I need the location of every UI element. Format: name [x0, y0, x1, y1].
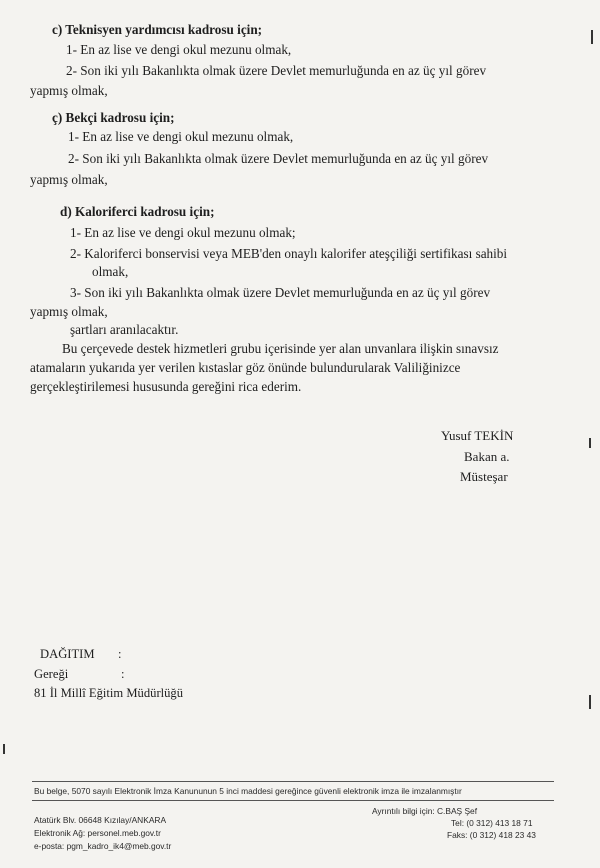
- scan-mark: [589, 438, 591, 448]
- footer-top-rule: [32, 781, 554, 782]
- distribution-gere-colon: :: [121, 667, 125, 681]
- section-d-item-3-cont: yapmış olmak,: [30, 304, 108, 319]
- section-c-item-1: 1- En az lise ve dengi okul mezunu olmak,: [66, 42, 292, 57]
- footer-address: Atatürk Blv. 06648 Kızılay/ANKARA: [34, 815, 167, 825]
- section-cc-item-2-cont: yapmış olmak,: [30, 172, 108, 187]
- section-cc-item-2: 2- Son iki yılı Bakanlıkta olmak üzere Devlet memurluğunda en az üç yıl görev: [68, 151, 489, 166]
- section-c-heading: c) Teknisyen yardımcısı kadrosu için;: [52, 22, 263, 37]
- scan-mark: [589, 695, 591, 709]
- signer-name: Yusuf TEKİN: [441, 428, 514, 443]
- closing-line-2: atamaların yukarıda yer verilen kıstaslar göz önünde bulundurularak Valiliğinizce: [30, 360, 461, 375]
- section-d-item-2: 2- Kaloriferci bonservisi veya MEB'den onaylı kalorifer ateşçiliği sertifikası sahibi: [70, 246, 508, 261]
- footer-fax: Faks: (0 312) 418 23 43: [447, 830, 536, 840]
- scan-mark: [591, 30, 593, 44]
- distribution-recipient: 81 İl Millî Eğitim Müdürlüğü: [34, 686, 184, 700]
- footer-contact: Ayrıntılı bilgi için: C.BAŞ Şef: [372, 806, 478, 816]
- signer-title: Müsteşar: [460, 469, 508, 484]
- section-d-item-2-cont: olmak,: [92, 264, 129, 279]
- section-cc-item-1: 1- En az lise ve dengi okul mezunu olmak,: [68, 129, 294, 144]
- closing-line-1: Bu çerçevede destek hizmetleri grubu içerisinde yer alan unvanlara ilişkin sınavsız: [62, 341, 499, 356]
- section-c-item-2-text: 2- Son iki yılı Bakanlıkta olmak üzere Devlet memurluğunda en az üç yıl görev: [66, 63, 487, 78]
- section-cc-heading: ç) Bekçi kadrosu için;: [52, 110, 175, 125]
- closing-line-3: gerçekleştirilemesi hususunda gereğini rica ederim.: [30, 379, 302, 394]
- signer-line2: Bakan a.: [464, 449, 510, 464]
- footer-web: Elektronik Ağ: personel.meb.gov.tr: [34, 828, 161, 838]
- footer-bottom-rule: [32, 800, 554, 801]
- distribution-gere-label: Gereği: [34, 667, 69, 681]
- distribution-label: DAĞITIM: [40, 647, 95, 661]
- distribution-colon: :: [118, 647, 122, 661]
- footer-tel: Tel: (0 312) 413 18 71: [451, 818, 533, 828]
- footer-email: e-posta: pgm_kadro_ik4@meb.gov.tr: [34, 841, 172, 851]
- section-d-item-1: 1- En az lise ve dengi okul mezunu olmak;: [70, 225, 296, 240]
- scan-mark: [3, 744, 5, 754]
- section-d-heading: d) Kaloriferci kadrosu için;: [60, 204, 215, 219]
- conditions-line: şartları aranılacaktır.: [70, 322, 179, 337]
- footer-esign-notice: Bu belge, 5070 sayılı Elektronik İmza Kanununun 5 inci maddesi gereğince güvenli elektronik imza ile imzalanmıştır: [34, 786, 462, 796]
- section-c-item-2: [66, 63, 550, 79]
- section-c-item-2-cont: yapmış olmak,: [30, 83, 108, 98]
- section-d-item-3: 3- Son iki yılı Bakanlıkta olmak üzere Devlet memurluğunda en az üç yıl görev: [70, 285, 491, 300]
